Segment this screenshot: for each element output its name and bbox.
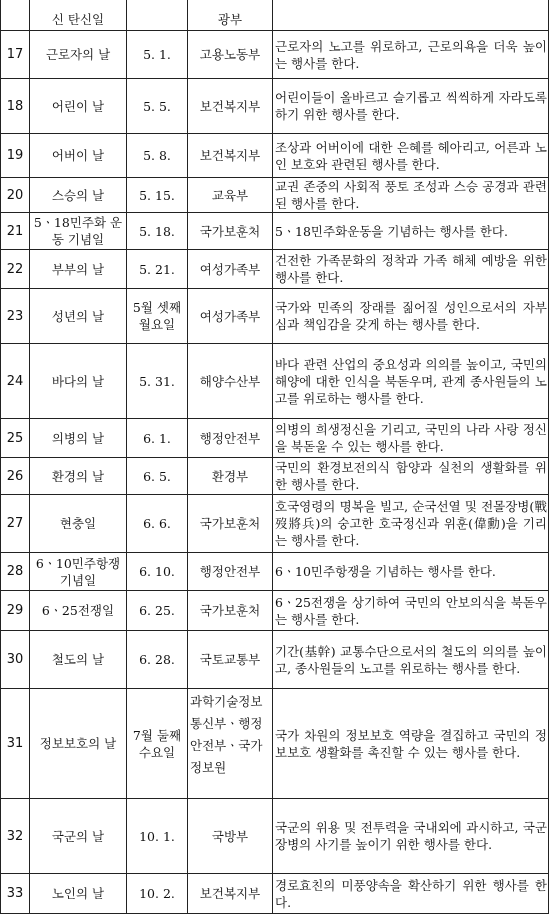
day-date: 6. 10. <box>127 553 188 591</box>
day-name: 현충일 <box>30 495 127 553</box>
ministry: 보건복지부 <box>188 134 273 178</box>
description: 국군의 위용 및 전투력을 국내외에 과시하고, 국군장병의 사기를 높이기 위한 행사를 한다. <box>273 799 549 874</box>
day-date: 5. 31. <box>127 344 188 419</box>
table-row <box>1 289 549 344</box>
table-row <box>1 495 549 553</box>
ministry: 보건복지부 <box>188 79 273 134</box>
description: 근로자의 노고를 위로하고, 근로의욕을 더욱 높이는 행사를 한다. <box>273 31 549 79</box>
table-row <box>1 874 549 914</box>
day-name: 어버이 날 <box>30 134 127 178</box>
description: 조상과 어버이에 대한 은혜를 헤아리고, 어른과 노인 보호와 관련된 행사를 한다. <box>273 134 549 178</box>
table-row <box>1 689 549 799</box>
header-ministry: 광부 <box>188 0 273 31</box>
ministry: 국가보훈처 <box>188 495 273 553</box>
ministry: 여성가족부 <box>188 250 273 289</box>
ministry: 국토교통부 <box>188 631 273 689</box>
day-name: 부부의 날 <box>30 250 127 289</box>
ministry: 국가보훈처 <box>188 591 273 631</box>
table-row <box>1 553 549 591</box>
table-row <box>1 178 549 213</box>
description: 국민의 환경보전의식 함양과 실천의 생활화를 위한 행사를 한다. <box>273 458 549 495</box>
row-number: 21 <box>1 213 30 250</box>
row-number: 22 <box>1 250 30 289</box>
row-number: 25 <box>1 419 30 458</box>
ministry: 고용노동부 <box>188 31 273 79</box>
row-number: 31 <box>1 689 30 799</box>
day-date: 5. 15. <box>127 178 188 213</box>
day-name: 정보보호의 날 <box>30 689 127 799</box>
day-date: 6. 1. <box>127 419 188 458</box>
ministry: 교육부 <box>188 178 273 213</box>
day-name: 철도의 날 <box>30 631 127 689</box>
day-date: 5. 21. <box>127 250 188 289</box>
day-name: 어린이 날 <box>30 79 127 134</box>
description: 국가 차원의 정보보호 역량을 결집하고 국민의 정보보호 생활화를 촉진할 수 있는 행사를 한다. <box>273 689 549 799</box>
ministry: 여성가족부 <box>188 289 273 344</box>
table-row <box>1 134 549 178</box>
table-row <box>1 344 549 419</box>
description: 5ㆍ18민주화운동을 기념하는 행사를 한다. <box>273 213 549 250</box>
day-name: 근로자의 날 <box>30 31 127 79</box>
table-row <box>1 79 549 134</box>
day-name: 성년의 날 <box>30 289 127 344</box>
day-date: 6. 25. <box>127 591 188 631</box>
day-name: 환경의 날 <box>30 458 127 495</box>
description: 호국영령의 명복을 빌고, 순국선열 및 전몰장병(戰歿將兵)의 숭고한 호국정신과 위훈(偉勳)을 기리는 행사를 한다. <box>273 495 549 553</box>
row-number: 19 <box>1 134 30 178</box>
ministry: 국가보훈처 <box>188 213 273 250</box>
description: 6ㆍ10민주항쟁을 기념하는 행사를 한다. <box>273 553 549 591</box>
day-name: 6ㆍ10민주항쟁 기념일 <box>30 553 127 591</box>
description: 바다 관련 산업의 중요성과 의의를 높이고, 국민의 해양에 대한 인식을 북돋우며, 관계 종사원들의 노고를 위로하는 행사를 한다. <box>273 344 549 419</box>
header-name: 신 탄신일 <box>30 0 127 31</box>
table-row <box>1 419 549 458</box>
description: 건전한 가족문화의 정착과 가족 해체 예방을 위한 행사를 한다. <box>273 250 549 289</box>
table-row <box>1 250 549 289</box>
row-number: 20 <box>1 178 30 213</box>
day-date: 5. 1. <box>127 31 188 79</box>
row-number: 33 <box>1 874 30 914</box>
day-date: 6. 28. <box>127 631 188 689</box>
day-date: 5. 18. <box>127 213 188 250</box>
table-row <box>1 591 549 631</box>
ministry: 행정안전부 <box>188 553 273 591</box>
day-date: 10. 2. <box>127 874 188 914</box>
day-date: 7월 둘째 수요일 <box>127 689 188 799</box>
table-row <box>1 631 549 689</box>
table-row <box>1 458 549 495</box>
day-date: 10. 1. <box>127 799 188 874</box>
ministry: 행정안전부 <box>188 419 273 458</box>
day-name: 5ㆍ18민주화 운동 기념일 <box>30 213 127 250</box>
table-row <box>1 213 549 250</box>
day-name: 스승의 날 <box>30 178 127 213</box>
ministry: 해양수산부 <box>188 344 273 419</box>
ministry: 과학기술정보통신부ㆍ행정안전부ㆍ국가정보원 <box>188 689 273 799</box>
day-name: 노인의 날 <box>30 874 127 914</box>
table-header-row <box>1 0 549 31</box>
row-number: 27 <box>1 495 30 553</box>
description: 교권 존중의 사회적 풍토 조성과 스승 공경과 관련된 행사를 한다. <box>273 178 549 213</box>
row-number: 30 <box>1 631 30 689</box>
table-row <box>1 799 549 874</box>
row-number: 28 <box>1 553 30 591</box>
ministry: 환경부 <box>188 458 273 495</box>
day-date: 5월 셋째 월요일 <box>127 289 188 344</box>
day-name: 6ㆍ25전쟁일 <box>30 591 127 631</box>
description: 기간(基幹) 교통수단으로서의 철도의 의의를 높이고, 종사원들의 노고를 위로하는 행사를 한다. <box>273 631 549 689</box>
description: 국가와 민족의 장래를 짊어질 성인으로서의 자부심과 책임감을 갖게 하는 행사를 한다. <box>273 289 549 344</box>
row-number: 23 <box>1 289 30 344</box>
day-date: 6. 5. <box>127 458 188 495</box>
day-date: 6. 6. <box>127 495 188 553</box>
day-date: 5. 5. <box>127 79 188 134</box>
table-row <box>1 31 549 79</box>
header-num <box>1 0 30 31</box>
row-number: 18 <box>1 79 30 134</box>
header-desc <box>273 0 549 31</box>
day-date: 5. 8. <box>127 134 188 178</box>
description: 경로효친의 미풍양속을 확산하기 위한 행사를 한다. <box>273 874 549 914</box>
row-number: 26 <box>1 458 30 495</box>
row-number: 24 <box>1 344 30 419</box>
description: 어린이들이 올바르고 슬기롭고 씩씩하게 자라도록 하기 위한 행사를 한다. <box>273 79 549 134</box>
row-number: 32 <box>1 799 30 874</box>
ministry: 국방부 <box>188 799 273 874</box>
description: 의병의 희생정신을 기리고, 국민의 나라 사랑 정신을 북돋울 수 있는 행사를 한다. <box>273 419 549 458</box>
day-name: 국군의 날 <box>30 799 127 874</box>
ministry: 보건복지부 <box>188 874 273 914</box>
day-name: 바다의 날 <box>30 344 127 419</box>
day-name: 의병의 날 <box>30 419 127 458</box>
header-date <box>127 0 188 31</box>
row-number: 17 <box>1 31 30 79</box>
row-number: 29 <box>1 591 30 631</box>
description: 6ㆍ25전쟁을 상기하여 국민의 안보의식을 북돋우는 행사를 한다. <box>273 591 549 631</box>
